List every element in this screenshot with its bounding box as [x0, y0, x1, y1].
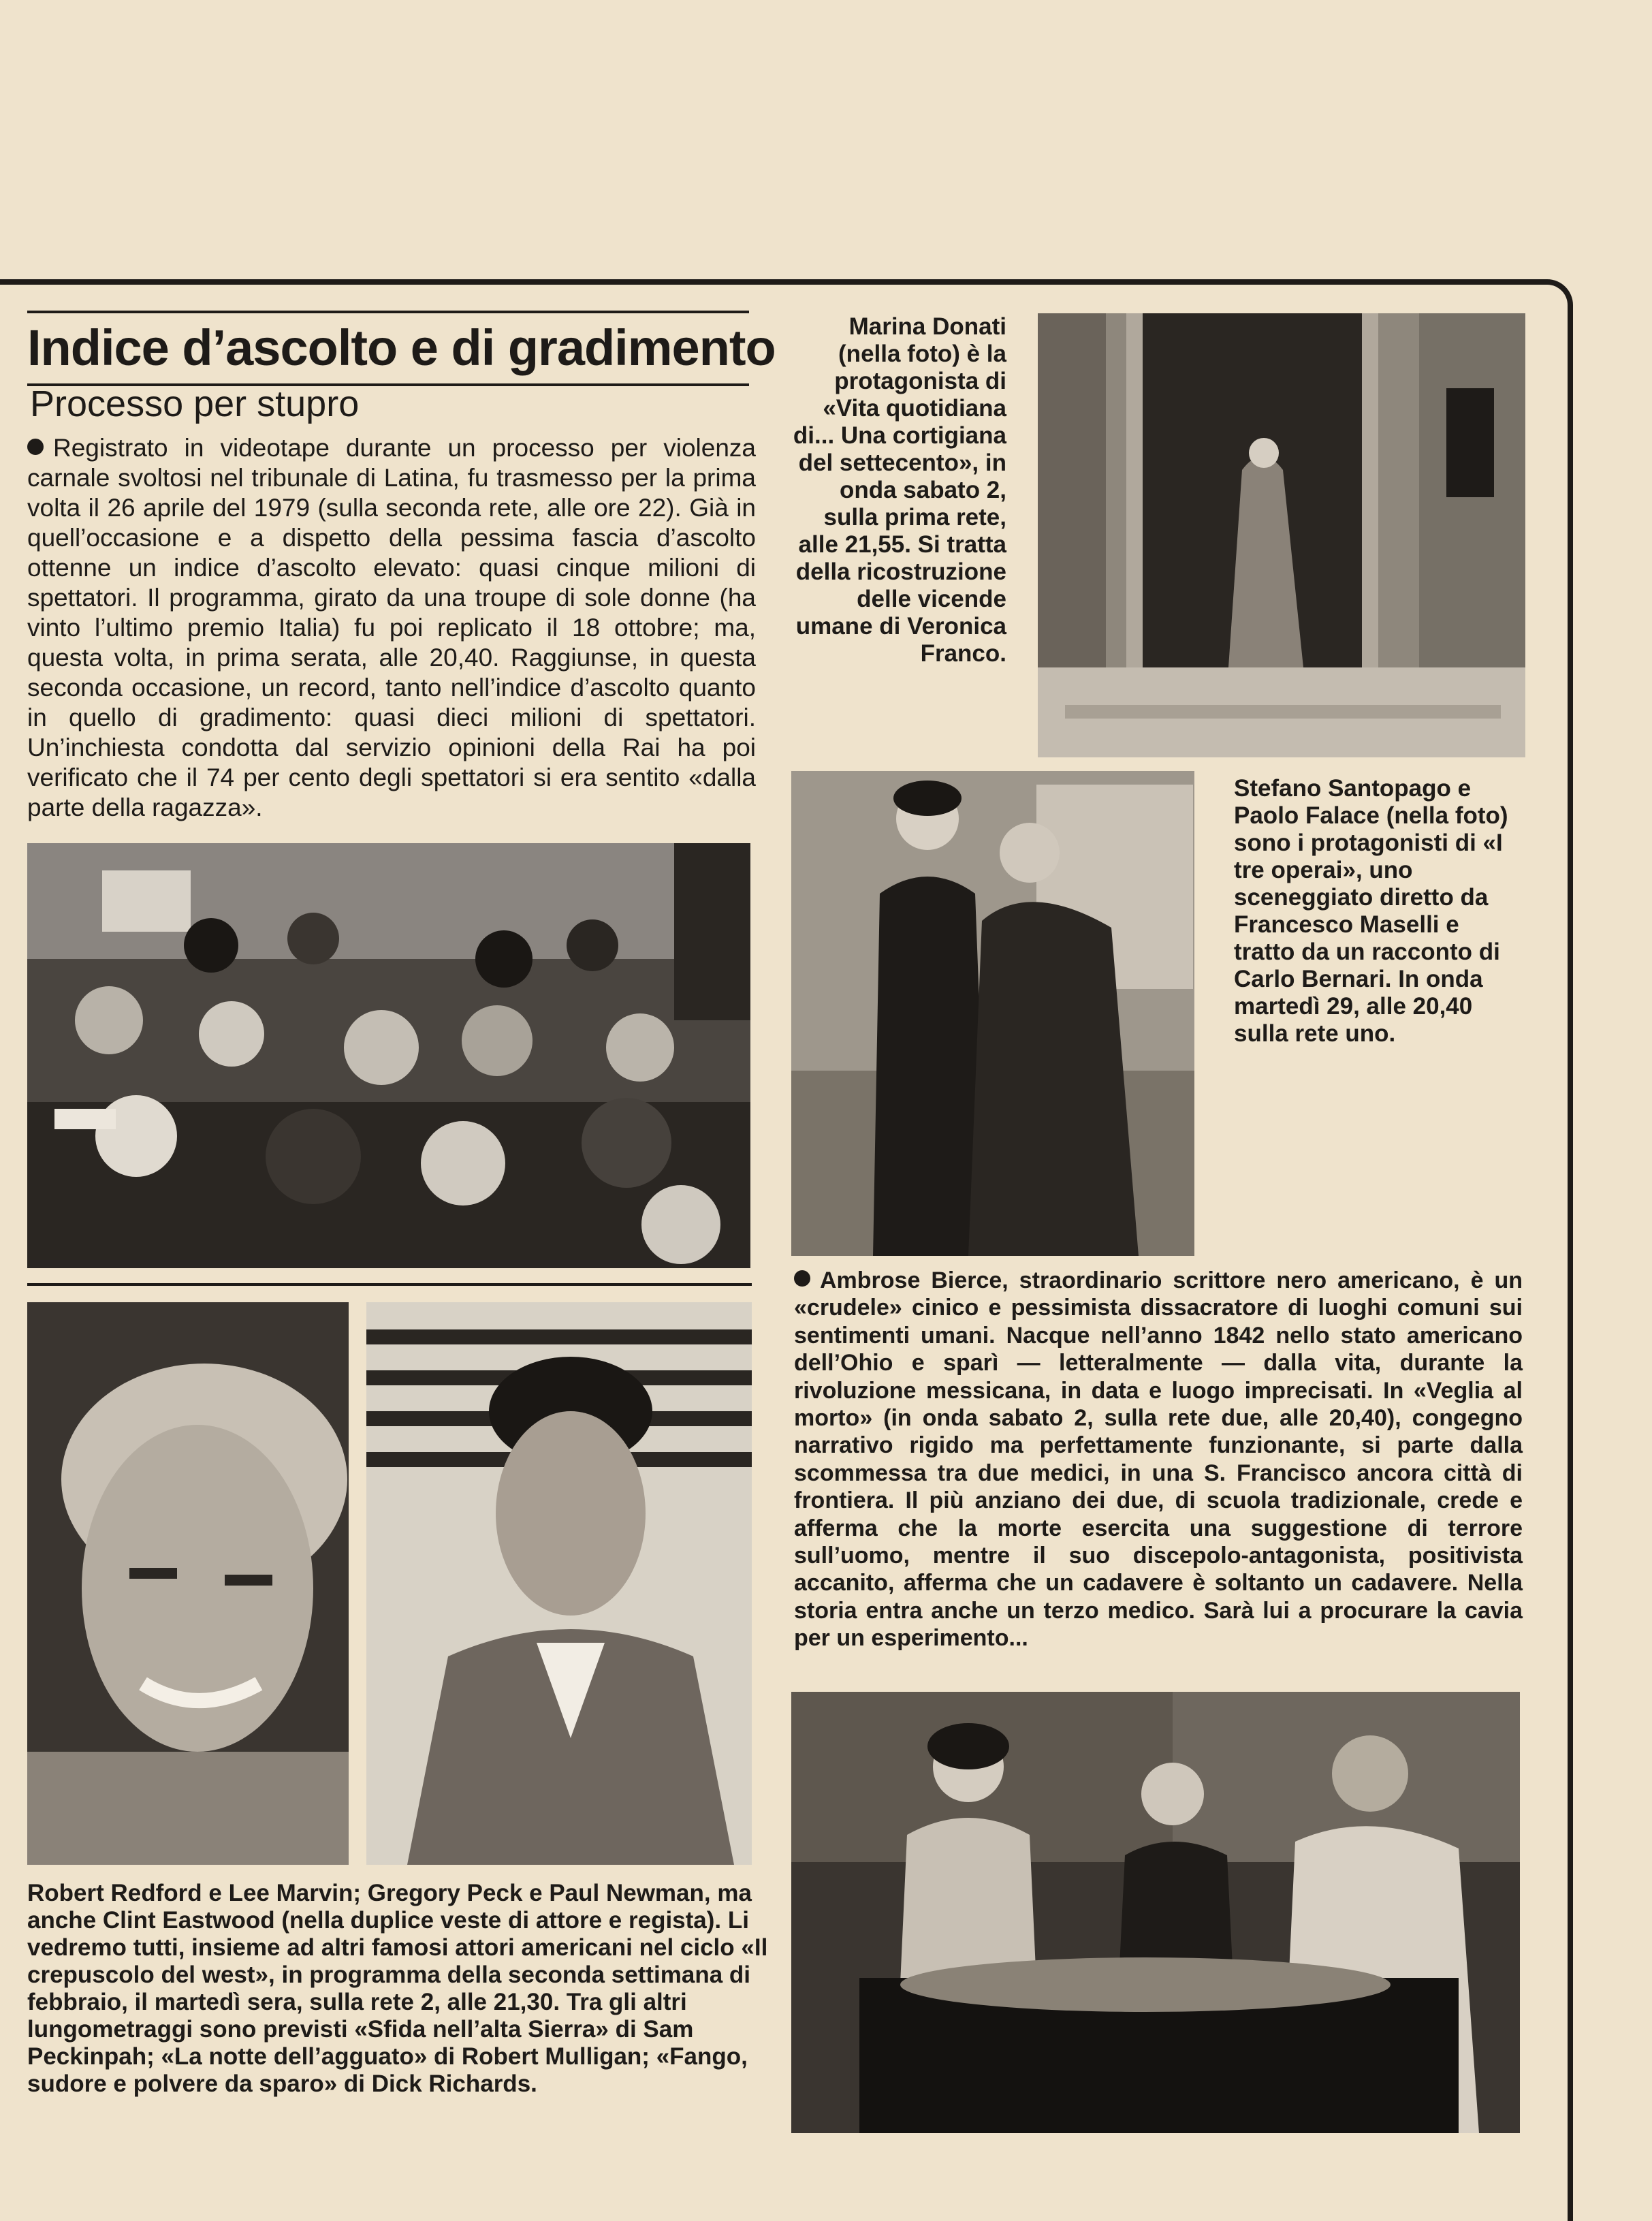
photo-gregory-peck	[366, 1302, 752, 1865]
page-title: Indice d’ascolto e di gradimento	[27, 311, 749, 386]
bullet-icon	[794, 1270, 810, 1287]
caption-ambrose-bierce-text: Ambrose Bierce, straordinario scrittore nero americano, è un «crudele» cinico e pessimista dissacratore di luoghi comuni sui sentimenti umani. Nacque nell’anno 1842 nello stato americano dell’Ohio e sparì — letteralmente — dalla vita, durante la rivoluzione messicana, in data e luogo imprecisati. In «Veglia al morto» (in onda sabato 2, sulla rete due, alle 20,40), congegno narrativo rigido ma perfettamente funzionante, si parte dalla scommessa tra due medici, in una S. Francisco ancora città di frontiera. Il più anziano dei due, di scuola tradizionale, crede e afferma che la morte esercita una suggestione di terrore sull’uomo, mentre il suo discepolo-antagonista, positivista accanito, afferma che un cadavere è soltanto un cadavere. Nella storia entra anche un terzo medico. Sarà lui a procurare la cavia per un esperimento...	[794, 1267, 1523, 1652]
photo-veglia-al-morto	[791, 1692, 1520, 2133]
photo-marina-donati	[1038, 313, 1525, 757]
article-body	[27, 433, 756, 823]
article-subheading: Processo per stupro	[30, 383, 360, 424]
caption-tre-operai: Stefano Santopago e Paolo Falace (nella foto) sono i protagonisti di «I tre operai», uno sceneggiato diretto da Francesco Maselli e tratto da un racconto di Carlo Bernari. In onda martedì 29, alle 20,40 sulla rete uno.	[1234, 775, 1508, 1047]
section-divider	[27, 1283, 752, 1286]
photo-robert-redford	[27, 1302, 349, 1865]
caption-marina-donati: Marina Donati (nella foto) è la protagonista di «Vita quotidiana di... Una cortigiana del settecento», in onda sabato 2, sulla prima rete, alle 21,55. Si tratta della ricostruzione delle vicende umane di Veronica Franco.	[793, 313, 1006, 667]
bleed-through	[831, 27, 1621, 252]
caption-ambrose-bierce	[794, 1267, 1523, 1652]
photo-tre-operai	[791, 771, 1194, 1256]
bullet-icon	[27, 439, 44, 455]
caption-west-cycle: Robert Redford e Lee Marvin; Gregory Peck e Paul Newman, ma anche Clint Eastwood (nella duplice veste di attore e regista). Li vedremo tutti, insieme ad altri famosi attori americani nel ciclo «Il crepuscolo del west», in programma della seconda settimana di febbraio, il martedì sera, sulla rete 2, alle 21,30. Tra gli altri lungometraggi sono previsti «Sfida nell’alta Sierra» di Sam Peckinpah; «La notte dell’agguato» di Robert Mulligan; «Fango, sudore e polvere da sparo» di Dick Richards.	[27, 1880, 768, 2097]
photo-courtroom-crowd	[27, 843, 750, 1268]
article-body-text: Registrato in videotape durante un processo per violenza carnale svoltosi nel tribunale di Latina, fu trasmesso per la prima volta il 26 aprile del 1979 (sulla seconda rete, alle ore 22). Già in quell’occasione e a dispetto della pessima fascia d’ascolto ottenne un indice d’ascolto elevato: quasi cinque milioni di spettatori. Il programma, girato da una troupe di sole donne (ha vinto l’ultimo premio Italia) fu poi replicato il 18 ottobre; ma, questa volta, in prima serata, alle 20,40. Raggiunse, in questa seconda occasione, un record, tanto nell’indice d’ascolto quanto in quello di gradimento: quasi dieci milioni di spettatori. Un’inchiesta condotta dal servizio opinioni della Rai ha poi verificato che il 74 per cento degli spettatori si era sentito «dalla parte della ragazza».	[27, 434, 756, 821]
